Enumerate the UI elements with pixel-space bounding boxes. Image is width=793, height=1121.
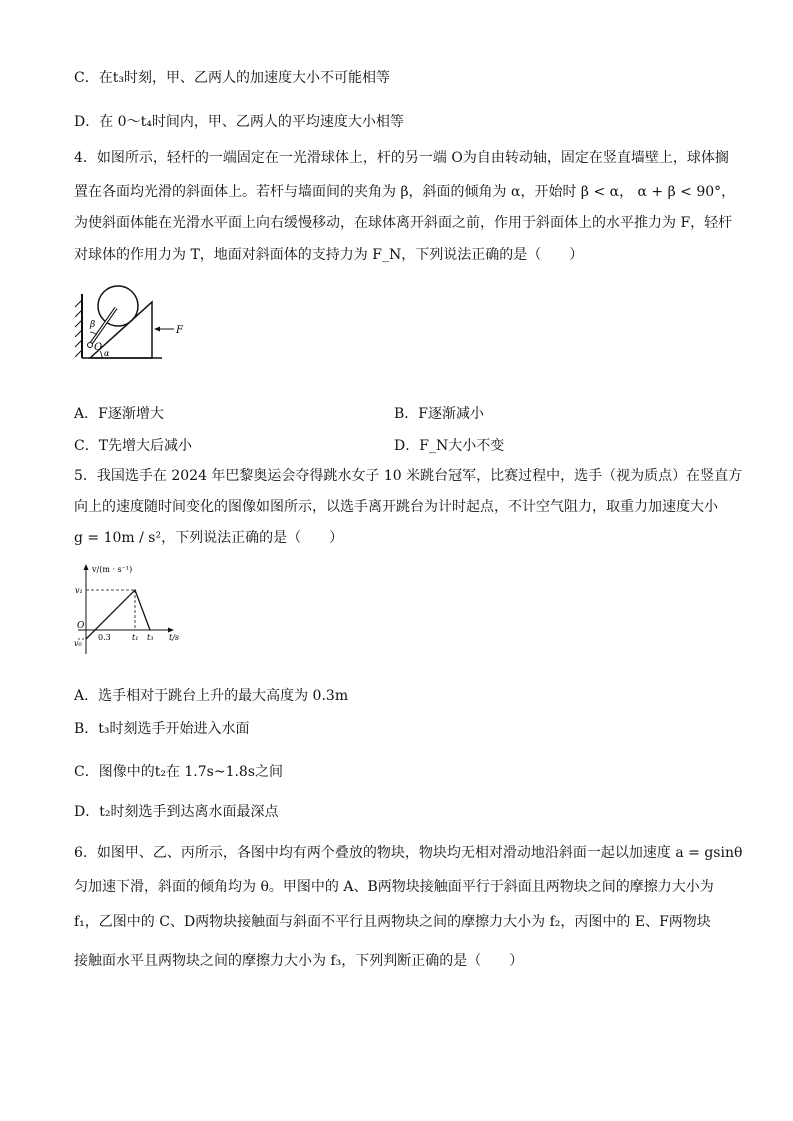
q4-option-b: B．F逐渐减小 <box>394 406 485 422</box>
tick-label-0-3: 0.3 <box>98 633 111 642</box>
q5-stem-line-1: 5．我国选手在 2024 年巴黎奥运会夺得跳水女子 10 米跳台冠军，比赛过程中，选手（视为质点）在竖直方 <box>74 468 743 484</box>
q5-option-a: A．选手相对于跳台上升的最大高度为 0.3m <box>74 688 349 704</box>
v0-label: v₀ <box>74 639 82 648</box>
pivot-label: O <box>94 342 103 353</box>
v1-label: v₁ <box>75 586 83 595</box>
q5-option-d: D．t₂时刻选手到达离水面最深点 <box>74 804 279 820</box>
q5-stem-line-2: 向上的速度随时间变化的图像如图所示，以选手离开跳台为计时起点，不计空气阻力，取重力加速度大小 <box>74 499 718 515</box>
q6-stem-line-3: f₁，乙图中的 C、D两物块接触面与斜面不平行且两物块之间的摩擦力大小为 f₂，丙图中的 E、F两物块 <box>74 914 711 930</box>
q6-stem-line-4: 接触面水平且两物块之间的摩擦力大小为 f₃，下列判断正确的是（ ） <box>74 953 524 969</box>
q4-figure <box>70 282 220 362</box>
q4-stem-line-2: 置在各面均光滑的斜面体上。若杆与墙面间的夹角为 β，斜面的倾角为 α，开始时 β < α， α + β < 90°， <box>74 184 736 200</box>
t-axis-label: t/s <box>169 633 180 642</box>
q3-option-c: C．在t₃时刻，甲、乙两人的加速度大小不可能相等 <box>74 70 390 86</box>
origin-label: O <box>77 621 85 631</box>
t1-label: t₁ <box>132 633 139 642</box>
q5-vt-graph <box>74 562 214 658</box>
pivot-point <box>88 343 93 348</box>
beta-label: β <box>90 320 96 330</box>
q3-option-d: D．在 0～t₄时间内，甲、乙两人的平均速度大小相等 <box>74 114 404 130</box>
q6-stem-line-1: 6．如图甲、乙、丙所示，各图中均有两个叠放的物块，物块均无相对滑动地沿斜面一起以加速度 a = gsinθ <box>74 845 743 861</box>
q5-option-b: B．t₃时刻选手开始进入水面 <box>74 721 250 737</box>
t3-label: t₃ <box>147 633 154 642</box>
alpha-label: α <box>104 349 110 358</box>
q4-option-d: D．F_N大小不变 <box>394 438 505 454</box>
q6-stem-line-2: 匀加速下滑，斜面的倾角均为 θ。甲图中的 A、B两物块接触面平行于斜面且两物块之间的摩擦力大小为 <box>74 879 714 895</box>
q5-option-c: C．图像中的t₂在 1.7s~1.8s之间 <box>74 764 284 780</box>
q4-option-a: A．F逐渐增大 <box>74 406 164 422</box>
q4-stem-line-3: 为使斜面体能在光滑水平面上向右缓慢移动，在球体离开斜面之前，作用于斜面体上的水平推力为 F，轻杆 <box>74 215 733 231</box>
force-label: F <box>176 325 183 336</box>
q4-option-c: C．T先增大后减小 <box>74 438 193 454</box>
q5-stem-line-3: g = 10m / s²，下列说法正确的是（ ） <box>74 530 344 546</box>
ball-shape <box>98 286 138 326</box>
q4-stem-line-4: 对球体的作用力为 T，地面对斜面体的支持力为 F_N，下列说法正确的是（ ） <box>74 247 584 263</box>
velocity-curve <box>86 590 150 639</box>
v-axis-label: v/(m · s⁻¹) <box>92 565 133 574</box>
q4-stem-line-1: 4．如图所示，轻杆的一端固定在一光滑球体上，杆的另一端 O为自由转动轴，固定在竖直墙壁上，球体搁 <box>74 150 729 166</box>
